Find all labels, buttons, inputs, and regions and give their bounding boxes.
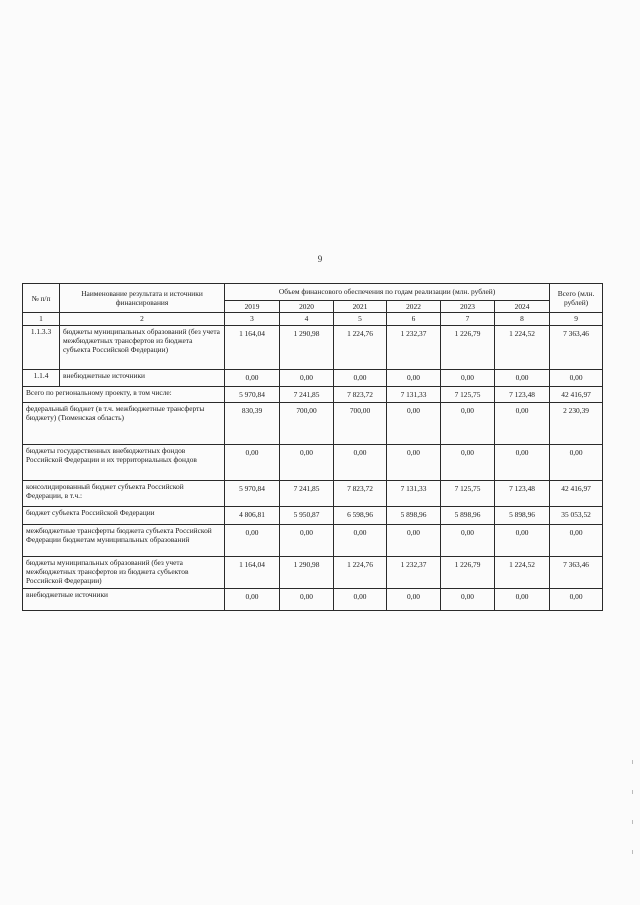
year-value: 830,39 <box>225 402 280 444</box>
row-name: бюджеты муниципальных образований (без учета межбюджетных трансфертов из бюджета субъекта Российской Федерации) <box>60 325 225 369</box>
row-name: внебюджетные источники <box>60 369 225 386</box>
table-row <box>23 325 603 369</box>
column-number: 8 <box>495 313 550 325</box>
total-value: 0,00 <box>550 524 603 556</box>
table-row <box>23 556 603 588</box>
year-value: 0,00 <box>225 524 280 556</box>
column-number: 5 <box>334 313 387 325</box>
row-name: консолидированный бюджет субъекта Российской Федерации, в т.ч.: <box>23 480 225 506</box>
row-name: бюджеты государственных внебюджетных фондов Российской Федерации и их территориальных фондов <box>23 444 225 480</box>
total-value: 0,00 <box>550 444 603 480</box>
row-number: 1.1.3.3 <box>23 325 60 369</box>
column-number: 6 <box>387 313 441 325</box>
page-number: 9 <box>317 254 323 264</box>
row-name: внебюджетные источники <box>23 588 225 610</box>
year-value: 0,00 <box>225 444 280 480</box>
header-year: 2020 <box>280 301 334 313</box>
year-value: 0,00 <box>387 524 441 556</box>
column-number: 2 <box>60 313 225 325</box>
year-value: 7 131,33 <box>387 386 441 402</box>
header-year: 2023 <box>441 301 495 313</box>
total-value: 42 416,97 <box>550 386 603 402</box>
table-row <box>23 369 603 386</box>
year-value: 7 123,48 <box>495 386 550 402</box>
year-value: 0,00 <box>387 369 441 386</box>
year-value: 6 598,96 <box>334 506 387 524</box>
year-value: 0,00 <box>495 369 550 386</box>
year-value: 1 290,98 <box>280 325 334 369</box>
year-value: 7 241,85 <box>280 480 334 506</box>
year-value: 0,00 <box>225 588 280 610</box>
total-value: 7 363,46 <box>550 325 603 369</box>
year-value: 0,00 <box>280 444 334 480</box>
total-value: 0,00 <box>550 588 603 610</box>
table-row <box>23 402 603 444</box>
column-number: 9 <box>550 313 603 325</box>
year-value: 1 232,37 <box>387 325 441 369</box>
column-number-row <box>23 313 603 325</box>
column-number: 4 <box>280 313 334 325</box>
table-row <box>23 506 603 524</box>
header-year: 2019 <box>225 301 280 313</box>
header-year: 2024 <box>495 301 550 313</box>
year-value: 1 164,04 <box>225 556 280 588</box>
row-name: бюджеты муниципальных образований (без учета межбюджетных трансфертов из бюджета субъектов Российской Федерации) <box>23 556 225 588</box>
year-value: 0,00 <box>387 444 441 480</box>
total-value: 42 416,97 <box>550 480 603 506</box>
table-row <box>23 386 603 402</box>
year-value: 4 806,81 <box>225 506 280 524</box>
header-volume: Объем финансового обеспечения по годам реализации (млн. рублей) <box>225 284 550 301</box>
table-row <box>23 588 603 610</box>
year-value: 5 898,96 <box>387 506 441 524</box>
total-value: 35 053,52 <box>550 506 603 524</box>
total-value: 0,00 <box>550 369 603 386</box>
year-value: 5 898,96 <box>441 506 495 524</box>
year-value: 7 125,75 <box>441 386 495 402</box>
table-row <box>23 444 603 480</box>
year-value: 0,00 <box>495 402 550 444</box>
row-name: межбюджетные трансферты бюджета субъекта Российской Федерации бюджетам муниципальных образований <box>23 524 225 556</box>
table-row <box>23 524 603 556</box>
total-value: 7 363,46 <box>550 556 603 588</box>
year-value: 1 232,37 <box>387 556 441 588</box>
column-number: 1 <box>23 313 60 325</box>
header-name: Наименование результата и источники финансирования <box>60 284 225 313</box>
year-value: 0,00 <box>495 524 550 556</box>
header-year: 2022 <box>387 301 441 313</box>
year-value: 5 970,84 <box>225 386 280 402</box>
year-value: 7 123,48 <box>495 480 550 506</box>
year-value: 0,00 <box>441 369 495 386</box>
year-value: 0,00 <box>280 369 334 386</box>
year-value: 0,00 <box>387 402 441 444</box>
header-total: Всего (млн. рублей) <box>550 284 603 313</box>
year-value: 700,00 <box>334 402 387 444</box>
year-value: 0,00 <box>387 588 441 610</box>
year-value: 0,00 <box>441 524 495 556</box>
year-value: 7 823,72 <box>334 480 387 506</box>
year-value: 1 224,76 <box>334 556 387 588</box>
year-value: 0,00 <box>334 369 387 386</box>
year-value: 0,00 <box>225 369 280 386</box>
column-number: 3 <box>225 313 280 325</box>
year-value: 0,00 <box>280 524 334 556</box>
year-value: 7 131,33 <box>387 480 441 506</box>
total-value: 2 230,39 <box>550 402 603 444</box>
table-row <box>23 480 603 506</box>
year-value: 1 224,76 <box>334 325 387 369</box>
year-value: 0,00 <box>334 524 387 556</box>
year-value: 5 970,84 <box>225 480 280 506</box>
header-year: 2021 <box>334 301 387 313</box>
year-value: 1 290,98 <box>280 556 334 588</box>
year-value: 7 241,85 <box>280 386 334 402</box>
year-value: 7 823,72 <box>334 386 387 402</box>
year-value: 0,00 <box>280 588 334 610</box>
year-value: 0,00 <box>495 588 550 610</box>
year-value: 5 898,96 <box>495 506 550 524</box>
year-value: 1 224,52 <box>495 325 550 369</box>
header-no: № п/п <box>23 284 60 313</box>
financing-table <box>22 283 603 611</box>
year-value: 1 226,79 <box>441 325 495 369</box>
year-value: 0,00 <box>334 444 387 480</box>
row-name: Всего по региональному проекту, в том числе: <box>23 386 225 402</box>
column-number: 7 <box>441 313 495 325</box>
year-value: 5 950,87 <box>280 506 334 524</box>
year-value: 1 226,79 <box>441 556 495 588</box>
year-value: 700,00 <box>280 402 334 444</box>
row-name: федеральный бюджет (в т.ч. межбюджетные трансферты бюджету) (Тюменская область) <box>23 402 225 444</box>
year-value: 0,00 <box>334 588 387 610</box>
year-value: 0,00 <box>495 444 550 480</box>
year-value: 0,00 <box>441 402 495 444</box>
row-name: бюджет субъекта Российской Федерации <box>23 506 225 524</box>
year-value: 0,00 <box>441 588 495 610</box>
year-value: 1 224,52 <box>495 556 550 588</box>
year-value: 1 164,04 <box>225 325 280 369</box>
year-value: 7 125,75 <box>441 480 495 506</box>
year-value: 0,00 <box>441 444 495 480</box>
row-number: 1.1.4 <box>23 369 60 386</box>
